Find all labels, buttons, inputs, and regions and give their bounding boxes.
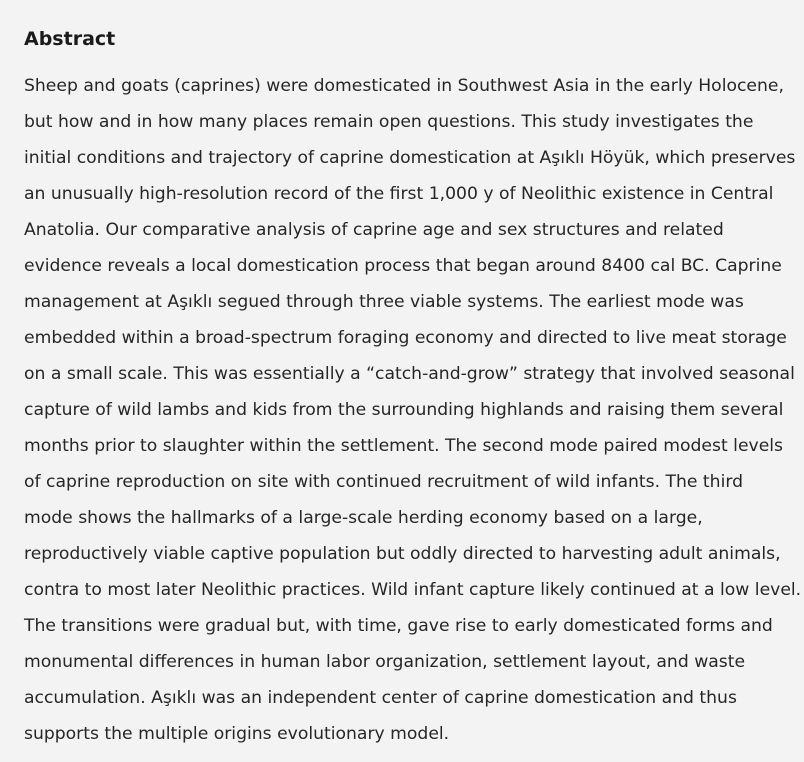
abstract-line: of caprine reproduction on site with continued recruitment of wild infants. The third <box>24 472 744 492</box>
abstract-heading: Abstract <box>24 28 116 50</box>
abstract-line: supports the multiple origins evolutionary model. <box>24 724 450 744</box>
abstract-line: management at Aşıklı segued through three viable systems. The earliest mode was <box>24 292 744 312</box>
abstract-line: capture of wild lambs and kids from the surrounding highlands and raising them several <box>24 400 784 420</box>
abstract-line: months prior to slaughter within the settlement. The second mode paired modest levels <box>24 436 783 456</box>
abstract-line: Sheep and goats (caprines) were domesticated in Southwest Asia in the early Holocene, <box>24 76 784 96</box>
abstract-line: evidence reveals a local domestication process that began around 8400 cal BC. Caprine <box>24 256 782 276</box>
abstract-line: The transitions were gradual but, with time, gave rise to early domesticated forms and <box>24 616 773 636</box>
abstract-body <box>24 68 802 752</box>
abstract-line: an unusually high-resolution record of the first 1,000 y of Neolithic existence in Central <box>24 184 774 204</box>
abstract-line: contra to most later Neolithic practices. Wild infant capture likely continued at a low level. <box>24 580 802 600</box>
abstract-line: mode shows the hallmarks of a large-scale herding economy based on a large, <box>24 508 703 528</box>
abstract-line: embedded within a broad-spectrum foraging economy and directed to live meat storage <box>24 328 787 348</box>
abstract-line: initial conditions and trajectory of caprine domestication at Aşıklı Höyük, which preserves <box>24 148 796 168</box>
abstract-line: reproductively viable captive population but oddly directed to harvesting adult animals, <box>24 544 781 564</box>
abstract-line: accumulation. Aşıklı was an independent center of caprine domestication and thus <box>24 688 737 708</box>
abstract-line: on a small scale. This was essentially a “catch-and-grow” strategy that involved seasonal <box>24 364 795 384</box>
abstract-line: monumental differences in human labor organization, settlement layout, and waste <box>24 652 746 672</box>
abstract-line: but how and in how many places remain open questions. This study investigates the <box>24 112 754 132</box>
abstract-line: Anatolia. Our comparative analysis of caprine age and sex structures and related <box>24 220 724 240</box>
